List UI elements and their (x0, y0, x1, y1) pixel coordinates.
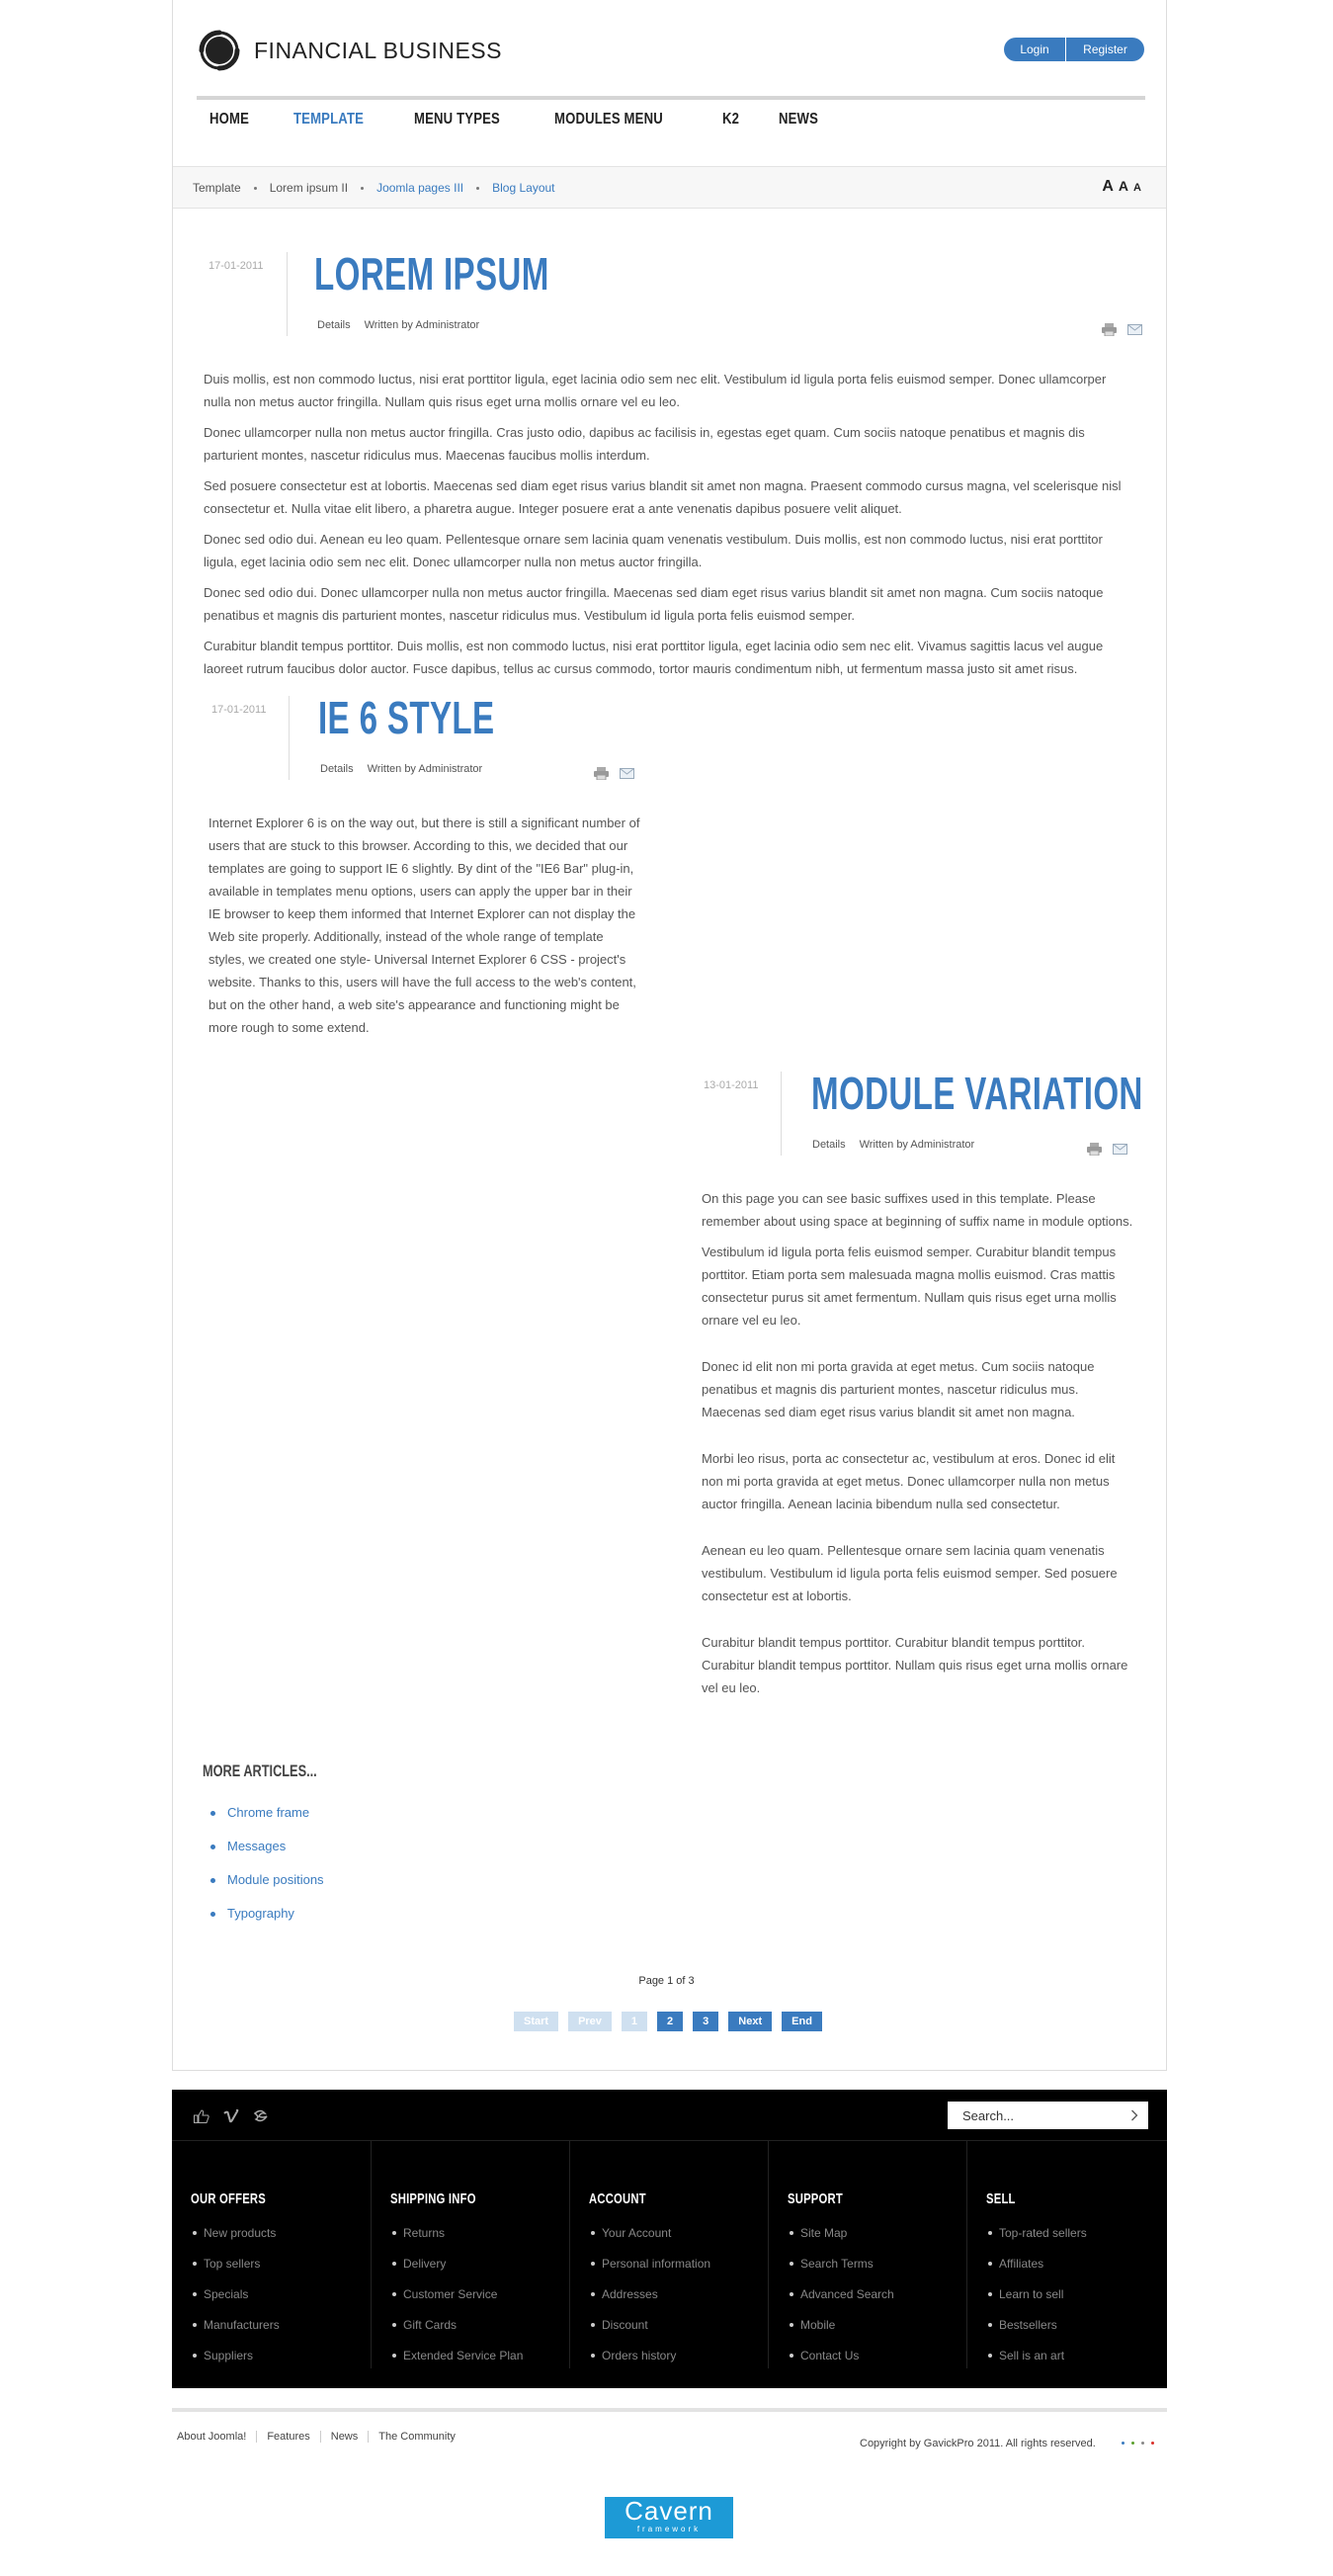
more-articles-item[interactable]: Messages (227, 1839, 324, 1872)
auth-buttons (1004, 38, 1144, 61)
footer-link[interactable]: Search Terms (800, 2257, 894, 2287)
footer-link[interactable]: Manufacturers (204, 2318, 280, 2349)
footer-column-account (570, 2141, 769, 2388)
footer-link[interactable]: Site Map (800, 2226, 894, 2257)
footer-link[interactable]: Personal information (602, 2257, 710, 2287)
font-size-medium[interactable]: A (1118, 178, 1129, 194)
like-icon[interactable] (194, 2109, 209, 2126)
footer-column-sell (967, 2141, 1166, 2388)
print-icon[interactable] (1087, 1143, 1102, 1159)
article-details: Details (320, 763, 354, 775)
menu-item-home[interactable]: HOME (209, 111, 250, 128)
article-details: Details (317, 319, 351, 331)
bottom-link[interactable]: About Joomla! (177, 2431, 247, 2443)
search-input[interactable] (948, 2102, 1148, 2129)
footer-link[interactable]: Contact Us (800, 2349, 894, 2379)
article-meta (812, 1139, 988, 1151)
font-size-large[interactable]: A (1102, 178, 1114, 195)
footer-link[interactable]: Your Account (602, 2226, 710, 2257)
email-icon[interactable] (1113, 1143, 1127, 1159)
register-button[interactable]: Register (1066, 38, 1144, 61)
main-menu (209, 111, 863, 129)
article-title[interactable]: MODULE VARIATION (811, 1068, 1143, 1119)
footer-link[interactable]: Addresses (602, 2287, 710, 2318)
print-icon[interactable] (1102, 323, 1117, 339)
menu-item-modules-menu[interactable]: MODULES MENU (554, 111, 664, 128)
bottom-link-separator (256, 2431, 257, 2443)
pagination-prev: Prev (568, 2012, 612, 2031)
article-body (702, 1187, 1136, 1723)
bottom-link[interactable]: News (330, 2431, 359, 2443)
article-paragraph: Donec sed odio dui. Donec ullamcorper nulla non metus auctor fringilla. Maecenas sed diam eget risus varius blandit sit amet non magna. Cum sociis natoque penatibus et magnis dis parturient montes, nascetur ridiculus mus. Vestibulum id ligula porta felis euismod semper. (204, 585, 1104, 623)
footer-link[interactable]: Returns (403, 2226, 523, 2257)
footer-link[interactable]: Affiliates (999, 2257, 1087, 2287)
search-placeholder: Search... (962, 2107, 1015, 2123)
breadcrumb-item[interactable]: Blog Layout (492, 181, 555, 195)
site-logo[interactable] (197, 28, 502, 73)
footer-link[interactable]: Orders history (602, 2349, 710, 2379)
email-icon[interactable] (1127, 323, 1142, 339)
pagination (514, 2012, 832, 2031)
footer-column-shipping-info (372, 2141, 570, 2388)
style-switcher (1122, 2442, 1161, 2445)
article-divider (289, 696, 290, 780)
footer-column-title: OUR OFFERS (191, 2190, 267, 2207)
breadcrumb-item[interactable]: Template (193, 181, 241, 195)
footer-link[interactable]: Customer Service (403, 2287, 523, 2318)
more-articles-item[interactable]: Module positions (227, 1872, 324, 1906)
vimeo-icon[interactable] (223, 2109, 239, 2126)
pagination-page[interactable]: 2 (657, 2012, 683, 2031)
article-author: Written by Administrator (364, 319, 480, 331)
breadcrumb-item[interactable]: Lorem ipsum II (269, 181, 349, 195)
pagination-start: Start (514, 2012, 558, 2031)
breadcrumb-separator (476, 187, 479, 190)
bottom-link[interactable]: Features (267, 2431, 310, 2443)
article-paragraph: Sed posuere consectetur est at lobortis. Maecenas sed diam eget risus varius blandit sit amet non magna. Praesent commodo cursus magna, vel scelerisque nisl consectetur et. Nulla vitae elit libero, a pharetra augue. Integer posuere erat a ante venenatis dapibus posuere velit aliquet. (204, 478, 1122, 516)
logo-mark-icon (197, 28, 242, 73)
badge-title: Cavern (625, 2496, 713, 2526)
breadcrumb-item[interactable]: Joomla pages III (376, 181, 464, 195)
article-actions (1091, 323, 1142, 339)
article-author: Written by Administrator (367, 763, 483, 775)
footer-column-title: SHIPPING INFO (390, 2190, 476, 2207)
article-actions (583, 767, 634, 783)
footer-column-title: ACCOUNT (589, 2190, 646, 2207)
print-icon[interactable] (594, 767, 609, 783)
article-paragraph: Donec ullamcorper nulla non metus auctor fringilla. Cras justo odio, dapibus ac facilisis in, egestas eget quam. Cum sociis natoque penatibus et magnis dis parturient montes, nascetur ridiculus mus. Maecenas faucibus mollis interdum. (204, 425, 1085, 463)
article-date: 17-01-2011 (211, 704, 267, 716)
menu-item-menu-types[interactable]: MENU TYPES (414, 111, 501, 128)
pagination-summary: Page 1 of 3 (638, 1975, 695, 1987)
style-dot-gray[interactable] (1141, 2442, 1144, 2445)
style-dot-blue[interactable] (1122, 2442, 1125, 2445)
article-date: 13-01-2011 (704, 1079, 759, 1091)
article-title[interactable]: LOREM IPSUM (314, 248, 549, 300)
article-date: 17-01-2011 (208, 260, 264, 272)
site-name: FINANCIAL BUSINESS (254, 37, 502, 63)
article-paragraph: Curabitur blandit tempus porttitor. Curabitur blandit tempus porttitor. Curabitur blandit tempus porttitor. Nullam quis risus eget urna mollis ornare vel eu leo. (702, 1635, 1128, 1695)
page-frame-bottom (172, 2070, 1167, 2071)
article-body (208, 812, 643, 1047)
article-meta (317, 319, 493, 331)
footer-link[interactable]: Top sellers (204, 2257, 280, 2287)
login-button[interactable]: Login (1004, 38, 1066, 61)
breadcrumb (193, 181, 555, 195)
footer-column-support (769, 2141, 967, 2388)
footer-link[interactable]: Mobile (800, 2318, 894, 2349)
style-dot-green[interactable] (1131, 2442, 1134, 2445)
article-paragraph: Morbi leo risus, porta ac consectetur ac, vestibulum at eros. Donec id elit non mi porta gravida at eget metus. Donec ullamcorper nulla non metus auctor fringilla. Aenean lacinia bibendum nulla sed consectetur. (702, 1451, 1116, 1511)
bottom-divider (172, 2408, 1167, 2412)
footer-column-title: SELL (986, 2190, 1016, 2207)
bottom-link-separator (368, 2431, 369, 2443)
delicious-icon[interactable] (253, 2109, 269, 2126)
header-divider (197, 96, 1145, 100)
footer-link[interactable]: Advanced Search (800, 2287, 894, 2318)
footer-link[interactable]: Specials (204, 2287, 280, 2318)
pagination-next[interactable]: Next (728, 2012, 772, 2031)
footer-link[interactable]: Discount (602, 2318, 710, 2349)
article-title[interactable]: IE 6 STYLE (318, 692, 495, 743)
article-details: Details (812, 1139, 846, 1151)
framework-badge[interactable] (605, 2497, 733, 2538)
article-paragraph: Donec id elit non mi porta gravida at eget metus. Cum sociis natoque penatibus et magnis dis parturient montes, nascetur ridiculus mus. Maecenas sed diam eget risus varius blandit sit amet non magna. (702, 1359, 1095, 1419)
font-size-small[interactable]: A (1133, 182, 1141, 194)
footer-link[interactable]: Bestsellers (999, 2318, 1087, 2349)
breadcrumb-bar (173, 166, 1166, 209)
article-divider (287, 252, 288, 336)
menu-item-news[interactable]: NEWS (779, 111, 819, 128)
footer-link[interactable]: Sell is an art (999, 2349, 1087, 2379)
search-arrow-icon[interactable] (1130, 2109, 1138, 2124)
menu-item-k2[interactable]: K2 (722, 111, 740, 128)
email-icon[interactable] (620, 767, 634, 783)
article-divider (781, 1072, 782, 1156)
bottom-links (177, 2431, 456, 2443)
footer-link[interactable]: Suppliers (204, 2349, 280, 2379)
article-paragraph: Duis mollis, est non commodo luctus, nisi erat porttitor ligula, eget lacinia odio sem nec elit. Vestibulum id ligula porta felis euismod semper. Donec ullamcorper nulla non metus auctor fringilla. Nullam quis risus eget urna mollis ornare vel eu leo. (204, 372, 1107, 409)
pagination-page[interactable]: 3 (693, 2012, 718, 2031)
more-articles-item[interactable]: Chrome frame (227, 1805, 324, 1839)
footer-link[interactable]: Delivery (403, 2257, 523, 2287)
style-dot-red[interactable] (1151, 2442, 1154, 2445)
bottom-link[interactable]: The Community (378, 2431, 456, 2443)
article-paragraph: Vestibulum id ligula porta felis euismod semper. Curabitur blandit tempus porttitor. Etiam porta sem malesuada magna mollis euismod. Cras mattis consectetur purus sit amet fermentum. Nullam quis risus eget urna mollis ornare vel eu leo. (702, 1245, 1117, 1328)
footer (172, 2090, 1167, 2388)
badge-subtitle: framework (636, 2525, 702, 2533)
article-paragraph: Internet Explorer 6 is on the way out, but there is still a significant number of users that are stuck to this browser. According to this, we decided that our templates are going to support IE 6 slightly. By dint of the "IE6 Bar" plug-in, available in templates menu options, users can apply the upper bar in their IE browser to keep them informed that Internet Explorer can not display the Web site properly. Additionally, instead of the whole range of template styles, we created one style- Universal Internet Explorer 6 CSS - project's website. Thanks to this, users will have the full access to the web's content, but on the other hand, a web site's appearance and functioning might be more rough to some extend. (208, 816, 640, 1035)
article-body (204, 368, 1136, 688)
more-articles-item[interactable]: Typography (227, 1906, 324, 1939)
social-links (194, 2109, 283, 2126)
footer-link[interactable]: Learn to sell (999, 2287, 1087, 2318)
copyright: Copyright by GavickPro 2011. All rights reserved. (860, 2438, 1096, 2449)
article-paragraph: Donec sed odio dui. Aenean eu leo quam. Pellentesque ornare sem lacinia quam venenatis vestibulum. Duis mollis, est non commodo luctus, nisi erat porttitor ligula, eget lacinia odio sem nec elit. Donec ullamcorper nulla non metus auctor fringilla. (204, 532, 1103, 569)
breadcrumb-separator (254, 187, 257, 190)
footer-column-title: SUPPORT (788, 2190, 843, 2207)
font-size-controls (1097, 178, 1141, 196)
footer-link[interactable]: Top-rated sellers (999, 2226, 1087, 2257)
more-articles-title: MORE ARTICLES... (203, 1761, 317, 1780)
footer-link[interactable]: Gift Cards (403, 2318, 523, 2349)
breadcrumb-separator (361, 187, 364, 190)
more-articles-list (227, 1805, 324, 1939)
article-meta (320, 763, 496, 775)
article-paragraph: Curabitur blandit tempus porttitor. Duis mollis, est non commodo luctus, nisi erat porttitor ligula, eget lacinia odio sem nec elit. Vivamus sagittis lacus vel augue laoreet rutrum faucibus dolor auctor. Fusce dapibus, tellus ac cursus commodo, tortor mauris condimentum nibh, ut fermentum massa justo sit amet risus. (204, 639, 1104, 676)
article-author: Written by Administrator (859, 1139, 975, 1151)
menu-item-template[interactable]: TEMPLATE (292, 111, 364, 128)
footer-column-our-offers (172, 2141, 371, 2388)
article-paragraph: On this page you can see basic suffixes used in this template. Please remember about using space at beginning of suffix name in module options. (702, 1191, 1133, 1229)
article-actions (1076, 1143, 1127, 1159)
article-paragraph: Aenean eu leo quam. Pellentesque ornare sem lacinia quam venenatis vestibulum. Vestibulum id ligula porta felis euismod semper. Sed posuere consectetur est at lobortis. (702, 1543, 1118, 1603)
footer-link[interactable]: Extended Service Plan (403, 2349, 523, 2379)
pagination-page: 1 (622, 2012, 647, 2031)
pagination-end[interactable]: End (782, 2012, 822, 2031)
bottom-link-separator (320, 2431, 321, 2443)
footer-link[interactable]: New products (204, 2226, 280, 2257)
